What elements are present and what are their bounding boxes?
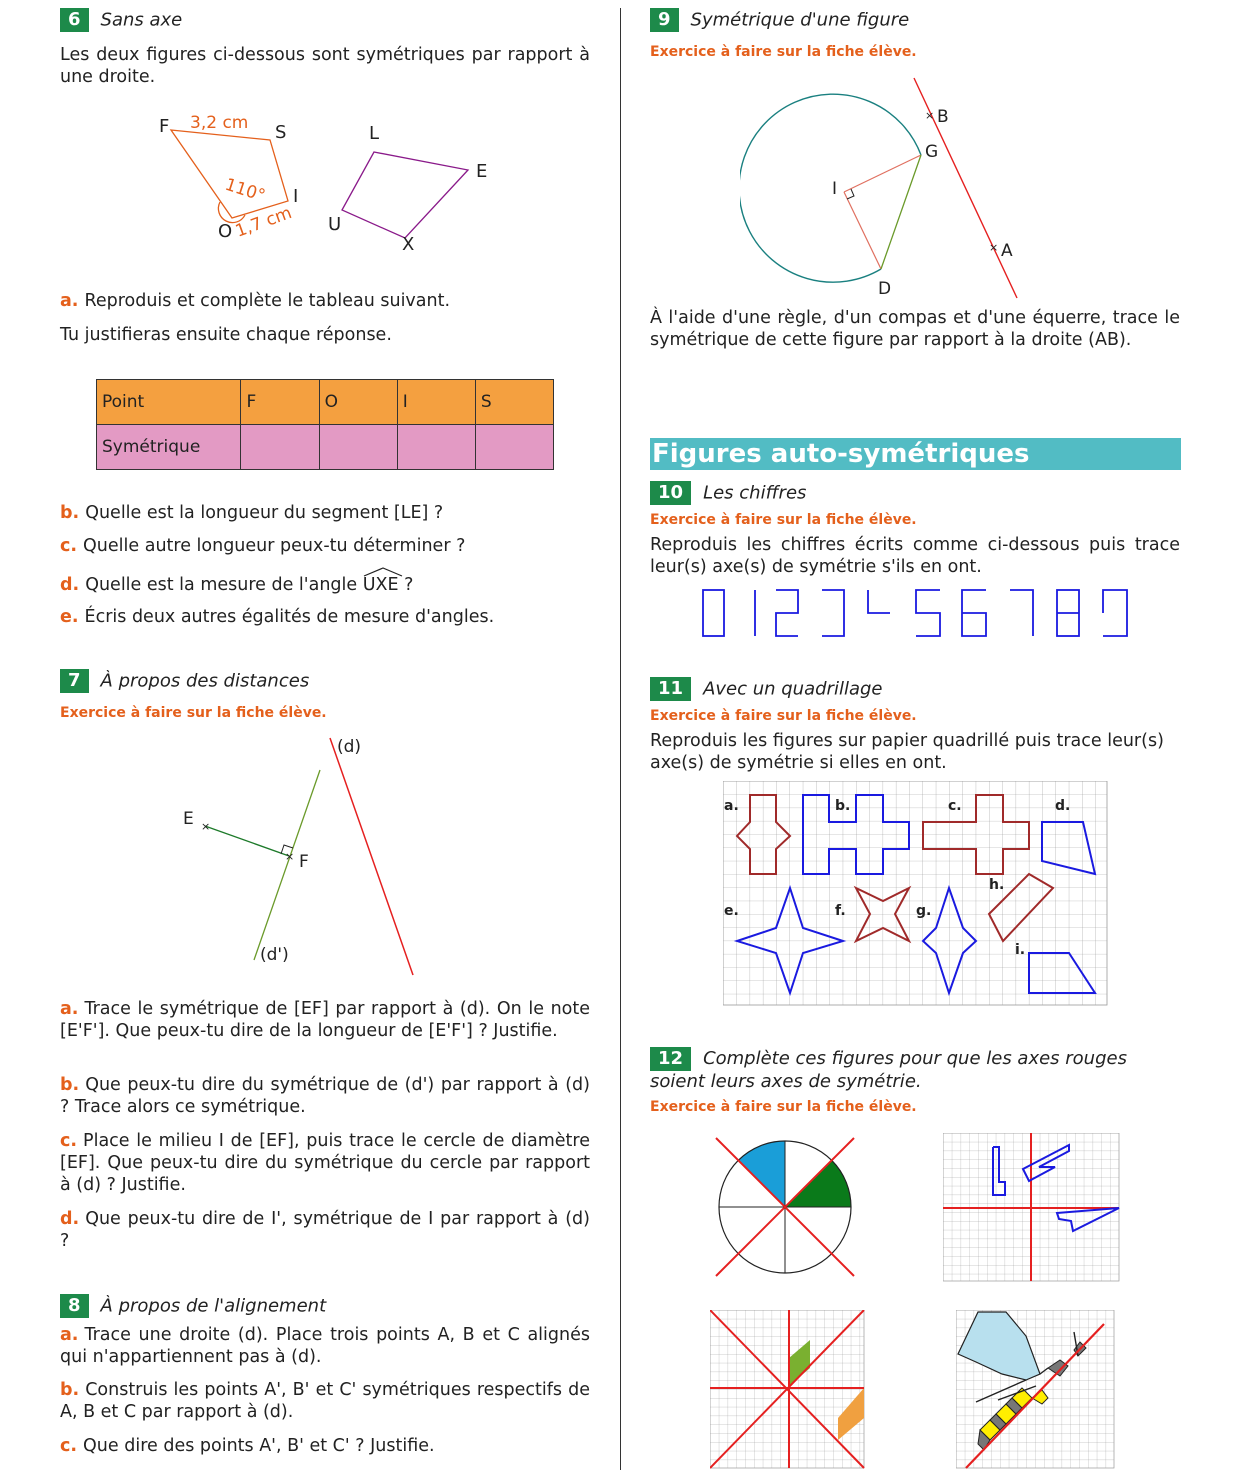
ex11-text: Reproduis les figures sur papier quadrillé puis trace leur(s) axe(s) de symétrie si elles en ont. [650, 731, 1164, 773]
exercise-number: 10 [650, 481, 691, 505]
exercise-number: 6 [60, 8, 89, 32]
exercise-title: Sans axe [100, 9, 183, 31]
table-cell: Symétrique [97, 425, 241, 470]
point-b-mark: × [925, 109, 935, 122]
ex10-note: Exercice à faire sur la fiche élève. [650, 512, 917, 528]
table-row [97, 380, 554, 425]
label-x: X [402, 234, 415, 255]
ex12-grid-figure-2 [710, 1310, 866, 1470]
exercise-number: 11 [650, 677, 691, 701]
table-row [97, 425, 554, 470]
line-d [330, 738, 413, 975]
label-angle: 110° [222, 174, 268, 207]
label-oi-length: 1,7 cm [232, 202, 295, 242]
ex9-text: À l'aide d'une règle, d'un compas et d'une équerre, trace le symétrique de cette figure par rapport à la droite (AB). [650, 308, 1180, 350]
point-f-mark: × [285, 850, 295, 863]
digit-5 [916, 590, 940, 636]
ex8-question-b: b. Construis les points A', B' et C' symétriques respectifs de A, B et C par rapport à (d). [60, 1380, 590, 1422]
column-divider [620, 8, 621, 1470]
label-b: b. [835, 798, 851, 814]
ex12-grid-figure-3 [956, 1310, 1116, 1470]
ex7-note: Exercice à faire sur la fiche élève. [60, 705, 327, 721]
digit-3 [822, 590, 844, 636]
ex6-table [96, 379, 554, 470]
ex6-justify: Tu justifieras ensuite chaque réponse. [60, 325, 392, 345]
point-e-mark: × [201, 820, 211, 833]
ex7-question-c: c. Place le milieu I de [EF], puis trace le cercle de diamètre [EF]. Que peux-tu dire du symétrique du cercle par rapport à (d) ? Justifie. [60, 1131, 590, 1195]
ex11-note: Exercice à faire sur la fiche élève. [650, 708, 917, 724]
ex7-question-d: d. Que peux-tu dire de I', symétrique de I par rapport à (d) ? [60, 1209, 590, 1251]
digit-7 [1010, 590, 1033, 636]
ex12-grid-figure-1 [943, 1133, 1121, 1283]
ex10-digits [700, 587, 1132, 639]
label-e: E [183, 809, 194, 829]
label-f: f. [835, 903, 846, 919]
segment-gd [881, 155, 921, 269]
label-a: A [1001, 241, 1013, 261]
table-cell [241, 425, 319, 470]
ex6-question-e: e. Écris deux autres égalités de mesure d'angles. [60, 607, 495, 627]
label-d: D [878, 279, 892, 299]
table-cell: Point [97, 380, 241, 425]
ex12-circle-figure [712, 1134, 858, 1280]
label-d: d. [1055, 798, 1071, 814]
ex6-figure [140, 105, 500, 260]
label-d-prime: (d') [260, 945, 289, 965]
label-g: g. [916, 903, 932, 919]
exercise-title: Complète ces figures pour que les axes rouges soient leurs axes de symétrie. [650, 1048, 1127, 1092]
digit-2 [776, 590, 798, 636]
point-a-mark: × [989, 241, 999, 254]
ex8-question-c: c. Que dire des points A', B' et C' ? Justifie. [60, 1436, 435, 1456]
digit-0 [703, 590, 724, 636]
segment-ef [205, 826, 289, 856]
ex7-question-b: b. Que peux-tu dire du symétrique de (d') par rapport à (d) ? Trace alors ce symétrique. [60, 1075, 590, 1117]
ex11-grid-figures [723, 781, 1109, 1007]
ex7-header [60, 669, 309, 693]
exercise-title: À propos des distances [100, 670, 310, 692]
exercise-number: 8 [60, 1294, 89, 1318]
ex8-question-a: a. Trace une droite (d). Place trois points A, B et C alignés qui n'appartiennent pas à (d). [60, 1325, 590, 1367]
ex6-question-b: b. Quelle est la longueur du segment [LE] ? [60, 503, 444, 523]
digit-9 [1103, 590, 1127, 636]
table-cell: S [475, 380, 553, 425]
table-cell [397, 425, 475, 470]
quadrilateral-luxe [342, 152, 468, 238]
circle-arc [740, 94, 921, 282]
table-cell [475, 425, 553, 470]
label-f: F [159, 116, 170, 137]
ex6-header [60, 8, 182, 32]
label-i: i. [1015, 942, 1026, 958]
label-h: h. [989, 877, 1005, 893]
ex6-question-c: c. Quelle autre longueur peux-tu déterminer ? [60, 536, 466, 556]
angle-notation: UXE [363, 570, 399, 596]
label-fs-length: 3,2 cm [190, 113, 249, 133]
table-cell: O [319, 380, 397, 425]
section-title: Figures auto-symétriques [650, 438, 1181, 470]
ex6-question-a: a. Reproduis et complète le tableau suivant. [60, 291, 451, 311]
label-b: B [937, 107, 949, 127]
exercise-title: Les chiffres [703, 482, 807, 504]
ex7-figure [170, 730, 450, 980]
label-a: a. [724, 798, 739, 814]
ex12-note: Exercice à faire sur la fiche élève. [650, 1099, 917, 1115]
label-i: I [832, 179, 838, 199]
ex10-header [650, 481, 806, 505]
ex9-note: Exercice à faire sur la fiche élève. [650, 44, 917, 60]
exercise-title: Avec un quadrillage [703, 678, 883, 700]
label-i: I [293, 186, 299, 207]
angle-hat [363, 567, 403, 577]
ex10-text: Reproduis les chiffres écrits comme ci-dessous puis trace leur(s) axe(s) de symétrie s'ils en ont. [650, 535, 1180, 577]
label-f: F [299, 852, 309, 872]
ex9-header [650, 8, 909, 32]
table-cell: I [397, 380, 475, 425]
exercise-number: 7 [60, 669, 89, 693]
radius-id [844, 192, 881, 269]
label-e: E [476, 161, 488, 182]
label-s: S [275, 122, 287, 143]
exercise-number: 12 [650, 1047, 691, 1071]
exercise-title: À propos de l'alignement [100, 1295, 327, 1317]
ex7-question-a: a. Trace le symétrique de [EF] par rapport à (d). On le note [E'F']. Que peux-tu dire de la longueur de [E'F'] ? Justifie. [60, 999, 590, 1041]
ex9-figure [740, 70, 1040, 305]
ex11-header [650, 677, 882, 701]
label-u: U [328, 214, 342, 235]
digit-4 [868, 590, 890, 613]
table-cell [319, 425, 397, 470]
exercise-title: Symétrique d'une figure [690, 9, 910, 31]
label-d: (d) [337, 737, 362, 757]
label-o: O [218, 221, 233, 242]
label-e: e. [724, 903, 739, 919]
label-l: L [369, 123, 380, 144]
exercise-number: 9 [650, 8, 679, 32]
ex12-header [650, 1047, 1180, 1093]
label-c: c. [948, 798, 962, 814]
ex6-intro: Les deux figures ci-dessous sont symétriques par rapport à une droite. [60, 45, 590, 87]
line-d-prime [254, 770, 320, 960]
ex6-question-d: d. Quelle est la mesure de l'angle UXE ? [60, 570, 413, 596]
label-g: G [925, 142, 939, 162]
table-cell: F [241, 380, 319, 425]
ex8-header [60, 1294, 326, 1318]
digit-6 [962, 590, 986, 636]
